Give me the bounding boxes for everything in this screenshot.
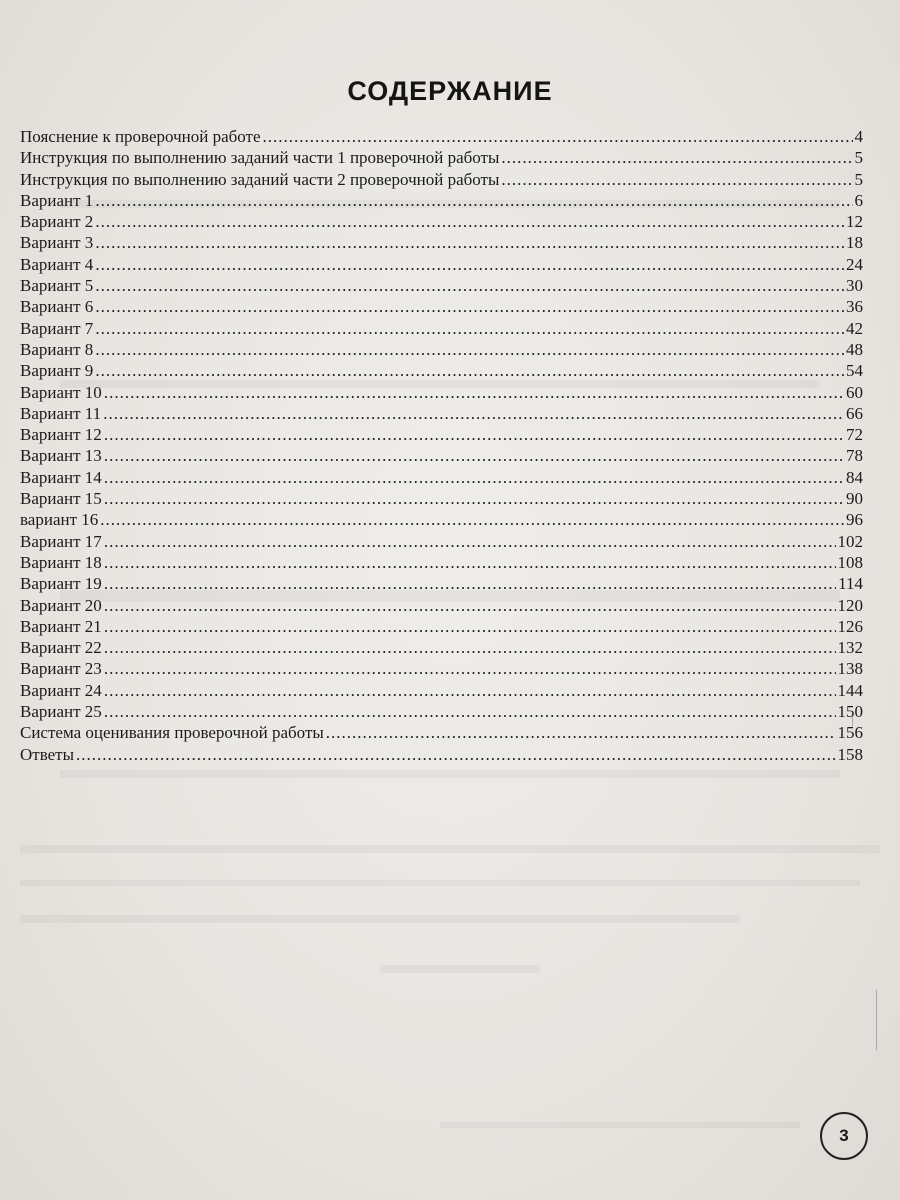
show-through-decoration bbox=[60, 770, 840, 778]
toc-entry bbox=[20, 616, 863, 637]
show-through-decoration bbox=[380, 965, 540, 973]
toc-entry-page: 138 bbox=[837, 659, 863, 679]
toc-entry-page: 90 bbox=[846, 489, 863, 509]
toc-dot-leader bbox=[95, 232, 844, 253]
toc-dot-leader bbox=[104, 531, 836, 552]
toc-entry bbox=[20, 190, 863, 211]
toc-entry-page: 72 bbox=[846, 425, 863, 445]
toc-dot-leader bbox=[501, 147, 852, 168]
toc-entry-page: 156 bbox=[837, 723, 863, 743]
table-of-contents bbox=[20, 126, 863, 765]
toc-entry-label: Вариант 4 bbox=[20, 254, 94, 274]
toc-entry bbox=[20, 254, 863, 275]
toc-entry-label: Вариант 2 bbox=[20, 212, 94, 232]
toc-entry-label: Вариант 22 bbox=[20, 638, 102, 658]
toc-dot-leader bbox=[104, 701, 836, 722]
toc-entry-page: 150 bbox=[837, 702, 863, 722]
toc-entry bbox=[20, 680, 863, 701]
toc-entry-page: 108 bbox=[837, 552, 863, 572]
toc-entry bbox=[20, 573, 863, 594]
toc-dot-leader bbox=[95, 318, 844, 339]
toc-dot-leader bbox=[104, 680, 836, 701]
toc-entry-page: 126 bbox=[837, 616, 863, 636]
toc-entry-page: 158 bbox=[837, 744, 863, 764]
toc-entry bbox=[20, 211, 863, 232]
toc-dot-leader bbox=[104, 573, 836, 594]
toc-dot-leader bbox=[501, 169, 852, 190]
show-through-decoration bbox=[20, 915, 740, 923]
toc-entry bbox=[20, 147, 863, 168]
toc-dot-leader bbox=[95, 360, 844, 381]
toc-entry-label: Вариант 5 bbox=[20, 276, 94, 296]
toc-entry-page: 5 bbox=[854, 148, 863, 168]
toc-entry-page: 48 bbox=[846, 339, 863, 359]
toc-entry-page: 96 bbox=[846, 510, 863, 530]
page-number-badge bbox=[820, 1112, 868, 1160]
toc-entry-page: 12 bbox=[846, 212, 863, 232]
toc-dot-leader bbox=[104, 382, 844, 403]
toc-entry-page: 132 bbox=[837, 638, 863, 658]
toc-entry bbox=[20, 509, 863, 530]
toc-entry-label: Вариант 20 bbox=[20, 595, 102, 615]
toc-entry-label: Вариант 23 bbox=[20, 659, 102, 679]
toc-entry bbox=[20, 169, 863, 190]
toc-entry-label: Вариант 15 bbox=[20, 489, 102, 509]
toc-entry-page: 102 bbox=[837, 531, 863, 551]
page-number: 3 bbox=[839, 1126, 849, 1145]
toc-dot-leader bbox=[104, 488, 844, 509]
toc-entry-label: Вариант 3 bbox=[20, 233, 94, 253]
toc-dot-leader bbox=[326, 722, 836, 743]
toc-entry-label: Вариант 14 bbox=[20, 467, 102, 487]
toc-entry bbox=[20, 424, 863, 445]
toc-dot-leader bbox=[95, 275, 844, 296]
toc-entry-label: Инструкция по выполнению заданий части 1 проверочной работы bbox=[20, 148, 500, 168]
toc-entry bbox=[20, 232, 863, 253]
toc-entry-label: Вариант 21 bbox=[20, 616, 102, 636]
toc-entry-label: Ответы bbox=[20, 744, 75, 764]
toc-entry-label: Вариант 8 bbox=[20, 339, 94, 359]
toc-entry bbox=[20, 658, 863, 679]
toc-entry bbox=[20, 701, 863, 722]
toc-entry bbox=[20, 488, 863, 509]
toc-dot-leader bbox=[104, 595, 836, 616]
edge-mark bbox=[852, 712, 853, 726]
toc-entry bbox=[20, 531, 863, 552]
toc-entry-page: 4 bbox=[854, 127, 863, 146]
toc-entry-label: Вариант 10 bbox=[20, 382, 102, 402]
toc-entry bbox=[20, 360, 863, 381]
toc-entry-label: Вариант 9 bbox=[20, 361, 94, 381]
toc-entry-label: Вариант 12 bbox=[20, 425, 102, 445]
toc-entry-page: 18 bbox=[846, 233, 863, 253]
toc-dot-leader bbox=[103, 403, 844, 424]
toc-entry-page: 114 bbox=[838, 574, 863, 594]
toc-entry bbox=[20, 126, 863, 147]
show-through-decoration bbox=[440, 1122, 800, 1128]
toc-dot-leader bbox=[95, 296, 844, 317]
toc-entry bbox=[20, 339, 863, 360]
toc-entry-label: Вариант 24 bbox=[20, 680, 102, 700]
toc-entry-label: Вариант 19 bbox=[20, 574, 102, 594]
toc-entry bbox=[20, 445, 863, 466]
toc-entry-page: 144 bbox=[837, 680, 863, 700]
toc-dot-leader bbox=[95, 190, 852, 211]
toc-entry-label: Вариант 25 bbox=[20, 702, 102, 722]
toc-entry-label: Вариант 11 bbox=[20, 403, 102, 423]
show-through-decoration bbox=[20, 880, 860, 886]
toc-dot-leader bbox=[76, 744, 835, 765]
toc-entry bbox=[20, 275, 863, 296]
toc-dot-leader bbox=[263, 126, 853, 147]
show-through-decoration bbox=[20, 845, 880, 853]
toc-entry-page: 6 bbox=[854, 190, 863, 210]
toc-entry-page: 66 bbox=[846, 403, 863, 423]
toc-entry bbox=[20, 744, 863, 765]
toc-entry bbox=[20, 296, 863, 317]
toc-entry bbox=[20, 637, 863, 658]
toc-entry-page: 24 bbox=[846, 254, 863, 274]
toc-dot-leader bbox=[104, 658, 836, 679]
toc-dot-leader bbox=[95, 254, 844, 275]
toc-dot-leader bbox=[95, 339, 844, 360]
toc-entry-label: Вариант 17 bbox=[20, 531, 102, 551]
toc-entry bbox=[20, 318, 863, 339]
toc-entry bbox=[20, 722, 863, 743]
toc-entry-label: Инструкция по выполнению заданий части 2 проверочной работы bbox=[20, 169, 500, 189]
toc-entry-page: 42 bbox=[846, 318, 863, 338]
toc-entry-page: 120 bbox=[837, 595, 863, 615]
toc-entry-page: 30 bbox=[846, 276, 863, 296]
toc-entry-page: 78 bbox=[846, 446, 863, 466]
toc-entry-label: Вариант 7 bbox=[20, 318, 94, 338]
edge-mark bbox=[876, 990, 877, 1050]
toc-entry-label: Вариант 18 bbox=[20, 552, 102, 572]
toc-entry bbox=[20, 382, 863, 403]
toc-dot-leader bbox=[104, 467, 844, 488]
toc-dot-leader bbox=[104, 552, 836, 573]
toc-dot-leader bbox=[100, 509, 844, 530]
toc-entry bbox=[20, 467, 863, 488]
toc-entry-page: 36 bbox=[846, 297, 863, 317]
toc-entry-label: Пояснение к проверочной работе bbox=[20, 127, 261, 146]
toc-dot-leader bbox=[95, 211, 844, 232]
toc-entry bbox=[20, 403, 863, 424]
page-title: СОДЕРЖАНИЕ bbox=[347, 76, 553, 106]
toc-entry-page: 84 bbox=[846, 467, 863, 487]
toc-entry-page: 5 bbox=[854, 169, 863, 189]
toc-entry bbox=[20, 595, 863, 616]
toc-dot-leader bbox=[104, 616, 836, 637]
toc-entry-page: 60 bbox=[846, 382, 863, 402]
toc-entry-label: Вариант 6 bbox=[20, 297, 94, 317]
toc-dot-leader bbox=[104, 445, 844, 466]
toc-entry-label: Вариант 13 bbox=[20, 446, 102, 466]
toc-dot-leader bbox=[104, 424, 844, 445]
toc-entry bbox=[20, 552, 863, 573]
toc-dot-leader bbox=[104, 637, 836, 658]
toc-entry-label: Вариант 1 bbox=[20, 190, 94, 210]
toc-entry-label: Система оценивания проверочной работы bbox=[20, 723, 324, 743]
toc-entry-label: вариант 16 bbox=[20, 510, 99, 530]
toc-entry-page: 54 bbox=[846, 361, 863, 381]
